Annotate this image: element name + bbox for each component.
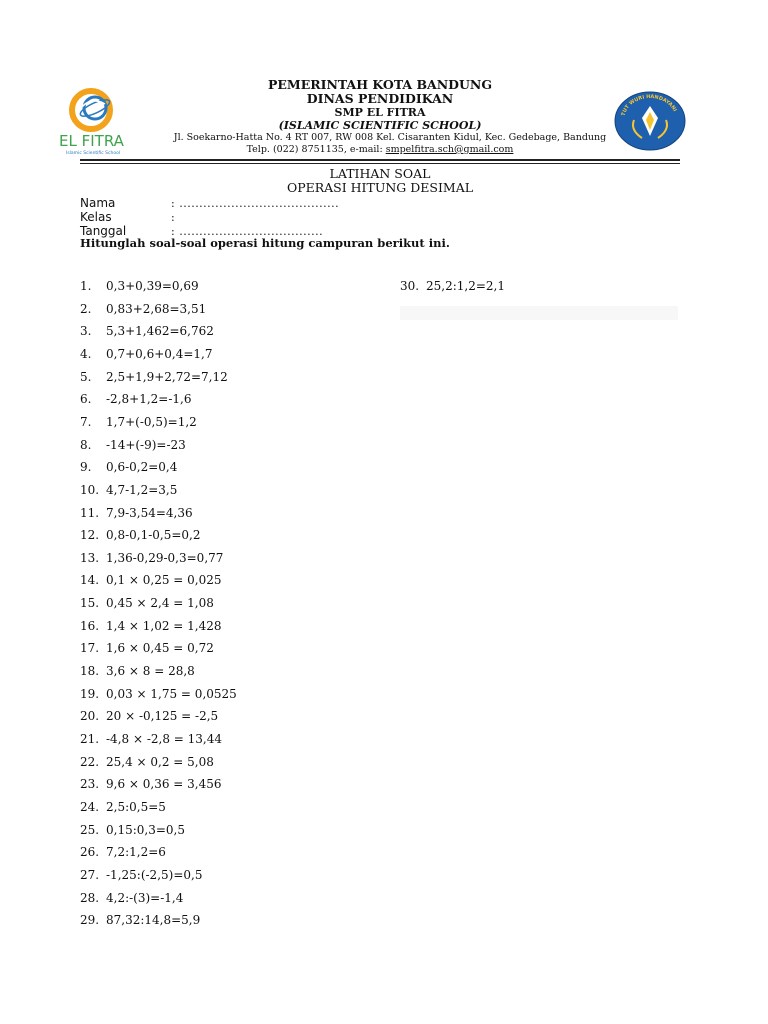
problem-item [80, 439, 186, 451]
problem-text: 25,2:1,2=2,1 [426, 279, 505, 293]
problem-number: 13. [80, 550, 100, 565]
problem-item [80, 688, 237, 700]
problem-item [80, 869, 202, 881]
problem-number: 16. [80, 618, 100, 633]
problem-text: 0,45 × 2,4 = 1,08 [106, 596, 214, 611]
problem-text: 1,6 × 0,45 = 0,72 [106, 641, 214, 656]
problem-item [80, 507, 193, 519]
field-value-kelas[interactable]: : [171, 211, 176, 224]
problem-number: 21. [80, 732, 100, 746]
problem-item [80, 665, 195, 677]
problem-number: 3. [80, 324, 92, 339]
problem-number: 4. [80, 346, 92, 361]
problem-number: 8. [80, 437, 92, 452]
problem-item [80, 393, 191, 405]
problem-text: 0,7+0,6+0,4=1,7 [106, 346, 213, 361]
problem-number: 25. [80, 822, 100, 837]
problem-text: 5,3+1,462=6,762 [106, 324, 214, 339]
problem-number: 28. [80, 890, 100, 905]
worksheet-title: LATIHAN SOAL [329, 166, 431, 181]
problem-text: 0,03 × 1,75 = 0,0525 [106, 686, 237, 701]
shaded-answer-area [400, 306, 678, 320]
problem-text: 9,6 × 0,36 = 3,456 [106, 777, 222, 792]
header-school-subtitle: (ISLAMIC SCIENTIFIC SCHOOL) [278, 119, 482, 132]
header-contact [140, 145, 620, 155]
problem-item [80, 484, 177, 496]
problem-number: 15. [80, 596, 100, 611]
problem-item [400, 280, 505, 292]
problem-item [80, 552, 223, 564]
problem-number: 26. [80, 845, 100, 860]
problem-item [80, 801, 166, 813]
problem-text: 1,4 × 1,02 = 1,428 [106, 618, 222, 633]
problem-text: 1,7+(-0,5)=1,2 [106, 414, 197, 429]
problem-text: -1,25:(-2,5)=0,5 [106, 867, 203, 882]
problem-number: 17. [80, 641, 100, 656]
problem-text: 0,1 × 0,25 = 0,025 [106, 573, 222, 588]
problem-number: 30. [400, 279, 420, 293]
problem-number: 10. [80, 482, 100, 497]
problem-item [80, 710, 218, 722]
problem-text: 4,2:-(3)=-1,4 [106, 890, 184, 905]
header-telp: Telp. (022) 8751135, e-mail: [246, 144, 386, 155]
problem-item [80, 642, 214, 654]
header-email-link[interactable]: smpelfitra.sch@gmail.com [385, 144, 514, 155]
problem-text: 2,5+1,9+2,72=7,12 [106, 369, 228, 384]
header-divider-thick [80, 159, 680, 161]
header-address: Jl. Soekarno-Hatta No. 4 RT 007, RW 008 Kel. Cisaranten Kidul, Kec. Gedebage, Bandung [173, 132, 607, 143]
header-government: PEMERINTAH KOTA BANDUNG [267, 77, 493, 92]
problem-text: 1,36-0,29-0,3=0,77 [106, 550, 224, 565]
logo-subtext: Islamic Scientific School [66, 151, 121, 156]
header-school-name: SMP EL FITRA [334, 106, 426, 119]
problem-text: 7,2:1,2=6 [106, 845, 166, 860]
problem-item [80, 371, 228, 383]
problem-item [80, 756, 214, 768]
problem-number: 24. [80, 799, 100, 814]
problem-item [80, 597, 214, 609]
field-value-nama[interactable]: : ........................................ [171, 197, 340, 210]
problem-item [80, 416, 197, 428]
worksheet-subtitle: OPERASI HITUNG DESIMAL [286, 180, 474, 195]
problem-item [80, 280, 199, 292]
problem-number: 2. [80, 301, 92, 316]
problem-number: 18. [80, 664, 100, 679]
problem-item [80, 620, 222, 632]
problem-number: 11. [80, 505, 100, 520]
field-label-nama: Nama [80, 196, 116, 210]
problem-item [80, 325, 214, 337]
field-label-kelas: Kelas [80, 210, 112, 224]
problem-number: 1. [80, 279, 92, 293]
problem-number: 9. [80, 460, 92, 475]
header-department: DINAS PENDIDIKAN [306, 91, 454, 106]
problem-number: 23. [80, 777, 100, 792]
problem-item [80, 529, 201, 541]
problem-text: 20 × -0,125 = -2,5 [106, 709, 219, 724]
problem-item [80, 892, 183, 904]
problem-item [80, 914, 200, 926]
field-label-tanggal: Tanggal [80, 224, 127, 238]
problem-text: 0,6-0,2=0,4 [106, 460, 178, 475]
problem-text: 0,3+0,39=0,69 [106, 279, 199, 293]
problem-text: 0,83+2,68=3,51 [106, 301, 207, 316]
problem-number: 14. [80, 573, 100, 588]
problem-text: 87,32:14,8=5,9 [106, 913, 201, 928]
problem-number: 19. [80, 686, 100, 701]
problem-text: 4,7-1,2=3,5 [106, 482, 178, 497]
problem-text: 3,6 × 8 = 28,8 [106, 664, 195, 679]
problem-text: 25,4 × 0,2 = 5,08 [106, 754, 214, 769]
problem-number: 29. [80, 913, 100, 928]
tut-wuri-handayani-logo [612, 90, 688, 152]
instruction-text: Hitunglah soal-soal operasi hitung campuran berikut ini. [80, 236, 450, 250]
problem-item [80, 733, 222, 745]
problem-item [80, 348, 213, 360]
problem-item [80, 303, 206, 315]
problem-text: -4,8 × -2,8 = 13,44 [106, 732, 222, 746]
problem-text: 0,8-0,1-0,5=0,2 [106, 528, 201, 543]
problem-number: 27. [80, 867, 100, 882]
problem-text: -14+(-9)=-23 [106, 437, 186, 452]
problem-text: 2,5:0,5=5 [106, 799, 166, 814]
tut-wuri-text: TUT WURI HANDAYANI [620, 93, 678, 117]
problem-number: 20. [80, 709, 100, 724]
logo-text: EL FITRA [59, 132, 124, 150]
header-divider-thin [80, 163, 680, 164]
field-value-tanggal[interactable]: : .................................... [171, 225, 324, 238]
problem-item [80, 778, 222, 790]
problem-item [80, 824, 185, 836]
problem-number: 22. [80, 754, 100, 769]
problem-item [80, 461, 177, 473]
problem-number: 7. [80, 414, 92, 429]
problem-number: 12. [80, 528, 100, 543]
problem-text: 0,15:0,3=0,5 [106, 822, 185, 837]
problem-item [80, 574, 222, 586]
problem-text: -2,8+1,2=-1,6 [106, 392, 192, 407]
problem-number: 6. [80, 392, 92, 407]
problem-item [80, 846, 166, 858]
problem-number: 5. [80, 369, 92, 384]
el-fitra-logo [55, 84, 135, 160]
problem-text: 7,9-3,54=4,36 [106, 505, 193, 520]
